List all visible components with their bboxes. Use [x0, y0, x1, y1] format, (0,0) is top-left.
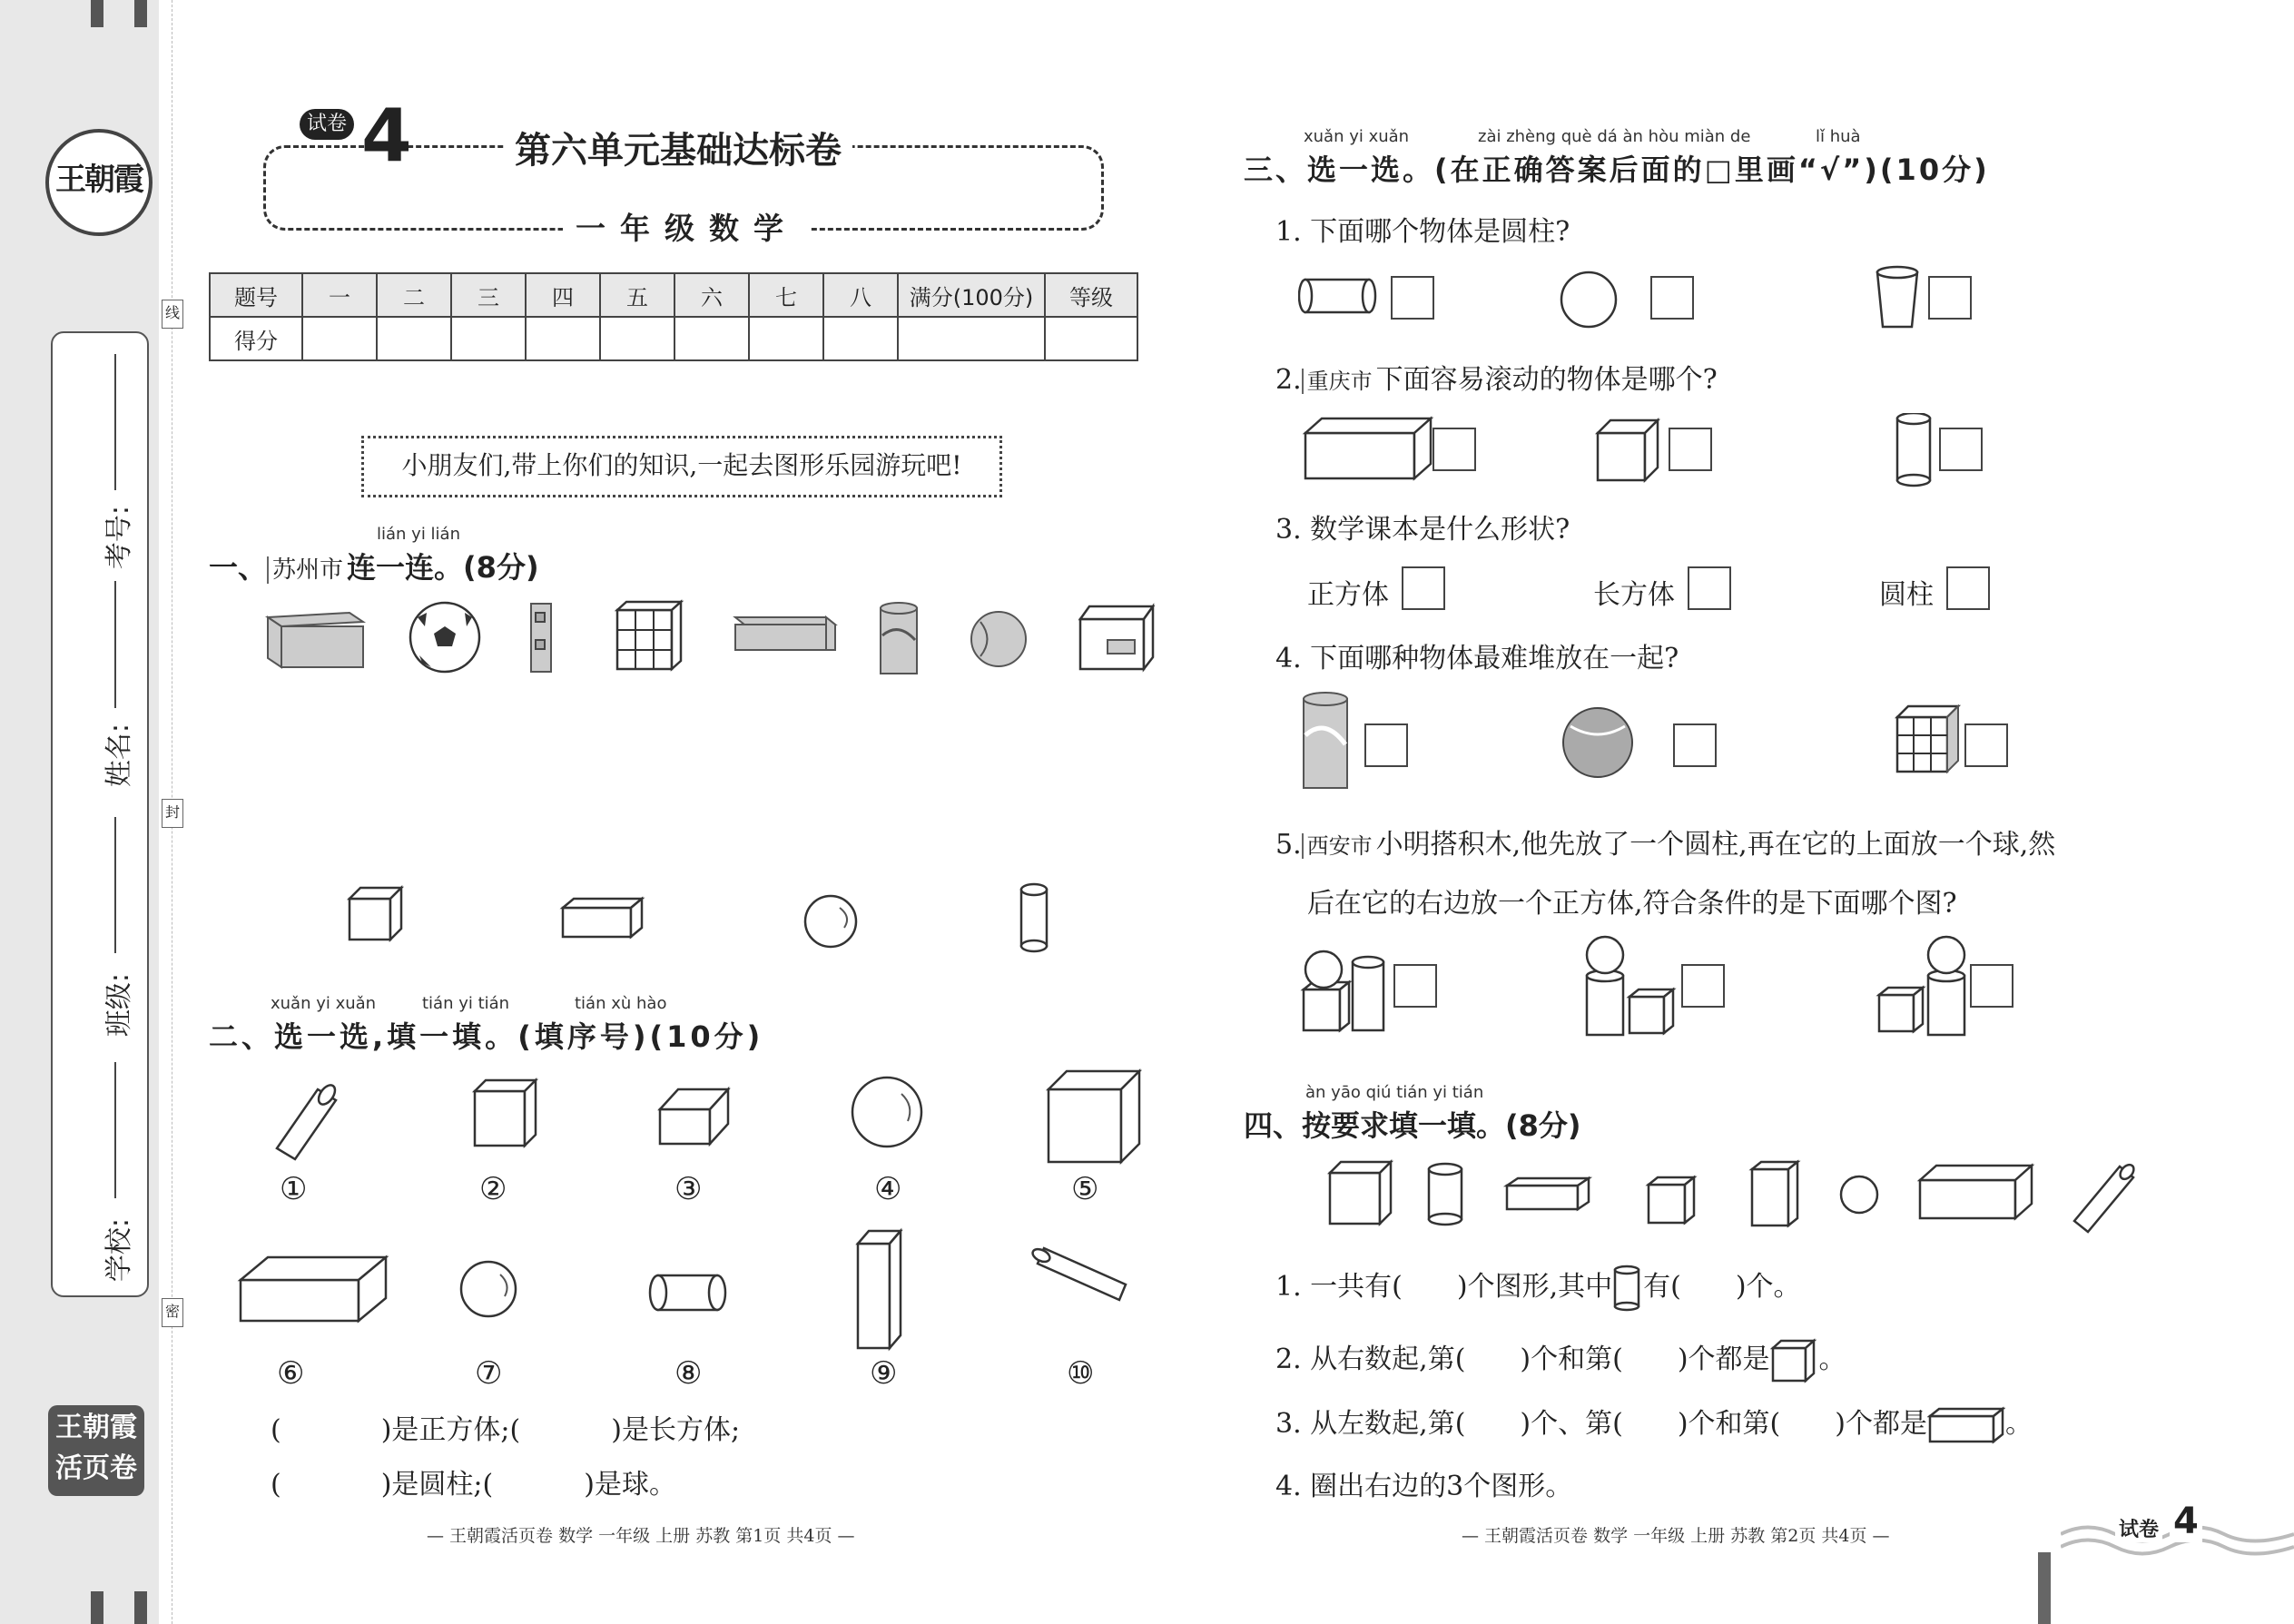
q3-3-option-label: 正方体 — [1307, 579, 1389, 611]
pinyin: xuǎn yi xuǎn — [1304, 127, 1410, 146]
check-box[interactable] — [1928, 276, 1972, 320]
label-10: ⑩ — [1067, 1355, 1095, 1392]
section-title: 选一选。(在正确答案后面的□里画“√”) — [1307, 153, 1880, 187]
cuboid-shape — [1752, 1162, 1797, 1225]
score-header-cell: 等级 — [1045, 273, 1137, 317]
publisher-logo: 王朝霞 — [45, 129, 153, 236]
option-c-stack — [1879, 937, 1964, 1035]
score-header-row — [210, 273, 1137, 317]
q3-5: 5. 西安市 小明搭积木,他先放了一个圆柱,再在它的上面放一个球,然 — [1275, 829, 2056, 861]
option-rubiks-cube — [1897, 706, 1958, 772]
label-7: ⑦ — [475, 1355, 503, 1392]
gift-box-picture — [268, 613, 363, 667]
milk-carton-picture — [1080, 606, 1153, 669]
binding-mark — [134, 1591, 147, 1624]
section1-heading — [209, 545, 539, 586]
score-table — [209, 272, 1138, 361]
score-header-cell: 满分(100分) — [898, 273, 1045, 317]
q4-4: 4. 圈出右边的3个图形。 — [1275, 1471, 1573, 1502]
cylinder-shape — [1429, 1164, 1462, 1225]
section-points: (8分) — [463, 550, 539, 585]
shape-2-cube — [475, 1080, 536, 1146]
section-points: (10分) — [649, 1019, 764, 1054]
option-cuboid — [1305, 418, 1431, 478]
option-volleyball — [1563, 708, 1632, 777]
exam-number-label: 考号: — [103, 505, 135, 570]
can-picture — [881, 603, 917, 674]
cuboid-icon — [1927, 1405, 2005, 1445]
score-cell[interactable] — [1045, 317, 1137, 360]
name-field[interactable] — [114, 581, 116, 708]
cylinder-shape — [2074, 1162, 2136, 1232]
option-ball — [1561, 272, 1616, 327]
region-tag: 重庆市 — [1302, 369, 1376, 394]
shape-1-cylinder — [277, 1082, 339, 1159]
cube-shape — [1649, 1177, 1694, 1223]
binding-mark — [91, 1591, 103, 1624]
label-5: ⑤ — [1071, 1171, 1099, 1207]
score-header-cell: 三 — [451, 273, 526, 317]
score-cell[interactable] — [451, 317, 526, 360]
cube-icon — [1770, 1337, 1819, 1384]
school-label: 学校: — [103, 1217, 135, 1283]
check-box[interactable] — [1939, 428, 1983, 471]
score-header-cell: 一 — [302, 273, 377, 317]
footer-right: — 王朝霞活页卷 数学 一年级 上册 苏教 第2页 共4页 — — [1462, 1526, 1890, 1546]
check-box[interactable] — [1970, 964, 2013, 1008]
q3-2: 2. 重庆市 下面容易滚动的物体是哪个? — [1275, 364, 1718, 396]
label-1: ① — [280, 1171, 308, 1207]
footer-left: — 王朝霞活页卷 数学 一年级 上册 苏教 第1页 共4页 — — [427, 1526, 855, 1546]
paper-badge: 试卷 — [300, 109, 354, 140]
score-row-label: 得分 — [210, 317, 302, 360]
corner-label: 试卷 — [2115, 1514, 2162, 1542]
class-label: 班级: — [103, 972, 135, 1038]
cuboid-shape — [1920, 1166, 2032, 1218]
score-header-cell: 四 — [526, 273, 600, 317]
pinyin: lián yi lián — [377, 525, 460, 544]
exam-number-field[interactable] — [114, 354, 116, 490]
shape-5-cube — [1049, 1071, 1139, 1162]
series-logo: 王朝霞 活页卷 — [48, 1405, 144, 1496]
option-a-stack — [1304, 951, 1383, 1030]
pinyin: lǐ huà — [1816, 127, 1861, 146]
option-cube — [1598, 420, 1658, 480]
football-picture — [410, 603, 479, 672]
check-box[interactable] — [1393, 964, 1437, 1008]
section-number: 三、 — [1244, 153, 1308, 187]
q3-3-option-label: 圆柱 — [1879, 579, 1934, 611]
seal-mark: 封 — [162, 799, 183, 828]
score-row — [210, 317, 1137, 360]
section-title: 选一选,填一填。 — [274, 1019, 518, 1054]
check-box[interactable] — [1650, 276, 1694, 320]
score-cell[interactable] — [749, 317, 823, 360]
q4-3: 3. 从左数起,第( )个、第( )个和第( )个都是 。 — [1275, 1401, 2033, 1445]
corner-number: 4 — [2170, 1501, 2202, 1542]
pinyin: tián yi tián — [422, 994, 510, 1013]
cube-shape — [1330, 1162, 1391, 1224]
score-header-cell: 六 — [674, 273, 749, 317]
check-box[interactable] — [1964, 723, 2008, 767]
section3-heading — [1244, 147, 1990, 189]
score-cell[interactable] — [898, 317, 1045, 360]
class-field[interactable] — [114, 817, 116, 953]
cube-shape — [350, 888, 401, 940]
check-box[interactable] — [1433, 428, 1476, 471]
check-box[interactable] — [1669, 428, 1712, 471]
pinyin: xuǎn yi xuǎn — [271, 994, 377, 1013]
q3-2-options — [1298, 413, 1979, 490]
score-cell[interactable] — [377, 317, 451, 360]
section2-heading — [209, 1014, 763, 1056]
check-box[interactable] — [1402, 566, 1445, 610]
option-cylinder — [1299, 280, 1375, 312]
section-number: 一、 — [209, 550, 268, 585]
baseball-picture — [971, 612, 1026, 666]
rubiks-cube-picture — [617, 602, 681, 669]
score-cell[interactable] — [302, 317, 377, 360]
fill-line-1: ( )是正方体;( )是长方体; — [271, 1414, 741, 1446]
option-cylinder — [1897, 413, 1930, 486]
shape-9-cuboid — [858, 1231, 901, 1348]
section-number: 四、 — [1244, 1108, 1303, 1143]
check-box[interactable] — [1688, 566, 1731, 610]
score-header-cell: 五 — [600, 273, 674, 317]
snack-box-picture — [735, 617, 835, 650]
q4-1: 1. 一共有( )个图形,其中 有( )个。 — [1275, 1264, 1801, 1312]
intro-text: 小朋友们,带上你们的知识,一起去图形乐园游玩吧! — [361, 436, 1002, 497]
section-points: (8分) — [1505, 1108, 1581, 1143]
check-box[interactable] — [1681, 964, 1725, 1008]
shape-8-cylinder — [650, 1275, 725, 1310]
school-field[interactable] — [114, 1062, 116, 1198]
student-info-box — [51, 331, 149, 1297]
label-9: ⑨ — [870, 1355, 898, 1392]
object-pictures-row — [263, 599, 1171, 681]
numbered-shapes — [231, 1062, 1157, 1371]
binding-mark — [2038, 1552, 2051, 1624]
score-cell[interactable] — [674, 317, 749, 360]
label-2: ② — [479, 1171, 507, 1207]
score-header-cell: 二 — [377, 273, 451, 317]
check-box[interactable] — [1673, 723, 1717, 767]
cuboid-shape — [563, 899, 642, 937]
shape-3-cuboid — [660, 1089, 728, 1144]
solid-shapes-row — [336, 881, 1080, 971]
cuboid-shape — [1507, 1178, 1589, 1209]
option-can — [1304, 693, 1347, 788]
label-8: ⑧ — [674, 1355, 703, 1392]
shape-7-sphere — [461, 1262, 516, 1316]
q3-4: 4. 下面哪种物体最难堆放在一起? — [1275, 643, 1679, 674]
check-box[interactable] — [1391, 276, 1434, 320]
q3-3-option-label: 长方体 — [1593, 579, 1675, 611]
binding-mark — [91, 0, 103, 27]
q3-1: 1. 下面哪个物体是圆柱? — [1275, 216, 1570, 248]
score-header-cell: 八 — [823, 273, 898, 317]
q3-5-line2: 后在它的右边放一个正方体,符合条件的是下面哪个图? — [1307, 888, 1957, 920]
q4-2: 2. 从右数起,第( )个和第( )个都是 。 — [1275, 1336, 1846, 1384]
tall-box-picture — [531, 604, 551, 672]
score-header-cell: 题号 — [210, 273, 302, 317]
shape-6-cuboid — [241, 1257, 386, 1321]
score-cell[interactable] — [600, 317, 674, 360]
cylinder-shape — [1021, 884, 1047, 951]
score-header-cell: 七 — [749, 273, 823, 317]
page-title: 第六单元基础达标卷 — [504, 122, 852, 173]
seal-mark: 线 — [162, 300, 183, 329]
score-cell[interactable] — [526, 317, 600, 360]
section-points: (10分) — [1879, 153, 1990, 187]
binding-mark — [134, 0, 147, 27]
shape-10-cylinder — [1030, 1246, 1126, 1300]
score-cell[interactable] — [823, 317, 898, 360]
option-b-stack — [1587, 937, 1673, 1035]
pinyin: tián xù hào — [575, 994, 667, 1013]
section4-heading — [1244, 1103, 1581, 1145]
seal-mark: 密 — [162, 1298, 183, 1327]
label-3: ③ — [674, 1171, 703, 1207]
fill-line-2: ( )是圆柱;( )是球。 — [271, 1469, 676, 1501]
pinyin: zài zhèng què dá àn hòu miàn de — [1478, 127, 1751, 146]
section-number: 二、 — [209, 1019, 275, 1054]
q3-3: 3. 数学课本是什么形状? — [1275, 514, 1570, 546]
cylinder-icon — [1612, 1265, 1643, 1312]
option-cup — [1877, 267, 1917, 327]
region-tag: 西安市 — [1302, 833, 1376, 859]
label-6: ⑥ — [277, 1355, 305, 1392]
paper-number: 4 — [361, 94, 412, 178]
pinyin: àn yāo qiú tián yi tián — [1305, 1083, 1484, 1102]
sphere-shape — [1841, 1176, 1877, 1213]
section-extra: (填序号) — [517, 1019, 650, 1054]
check-box[interactable] — [1364, 723, 1408, 767]
shape-4-sphere — [852, 1078, 921, 1147]
check-box[interactable] — [1946, 566, 1990, 610]
section4-shapes-row — [1316, 1153, 2151, 1235]
label-4: ④ — [874, 1171, 902, 1207]
section-title: 按要求填一填。 — [1302, 1108, 1506, 1143]
name-label: 姓名: — [103, 723, 135, 788]
section-title: 连一连。 — [347, 550, 464, 585]
page-subtitle: 一年级数学 — [563, 205, 811, 248]
region-tag: 苏州市 — [267, 556, 347, 584]
sphere-shape — [805, 896, 856, 947]
